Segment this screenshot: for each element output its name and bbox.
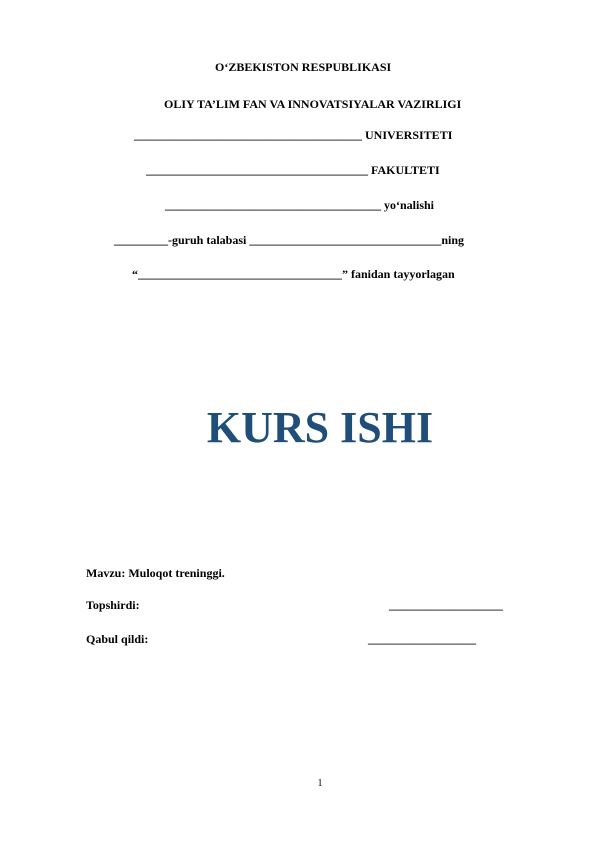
document-title: KURS ISHI [206, 403, 434, 452]
republic-heading: O‘ZBEKISTON RESPUBLIKASI [215, 60, 392, 74]
student-group-field: _________-guruh talabasi ________________________________ning [114, 233, 465, 247]
topic-line: Mavzu: Muloqot treninggi. [86, 566, 225, 580]
direction-field: ____________________________________ yo‘nalishi [165, 198, 435, 212]
faculty-field: _____________________________________ FAKULTETI [146, 163, 440, 177]
accepted-signature-line: __________________ [368, 632, 476, 646]
submitted-label: Topshirdi: [86, 598, 140, 612]
university-field: ______________________________________ UNIVERSITETI [134, 128, 453, 142]
ministry-heading: OLIY TA’LIM FAN VA INNOVATSIYALAR VAZIRLIGI [164, 97, 462, 111]
accepted-label: Qabul qildi: [86, 632, 149, 646]
page-number: 1 [317, 778, 323, 789]
subject-field: “__________________________________” fanidan tayyorlagan [132, 267, 455, 281]
submitted-signature-line: ___________________ [389, 598, 503, 612]
